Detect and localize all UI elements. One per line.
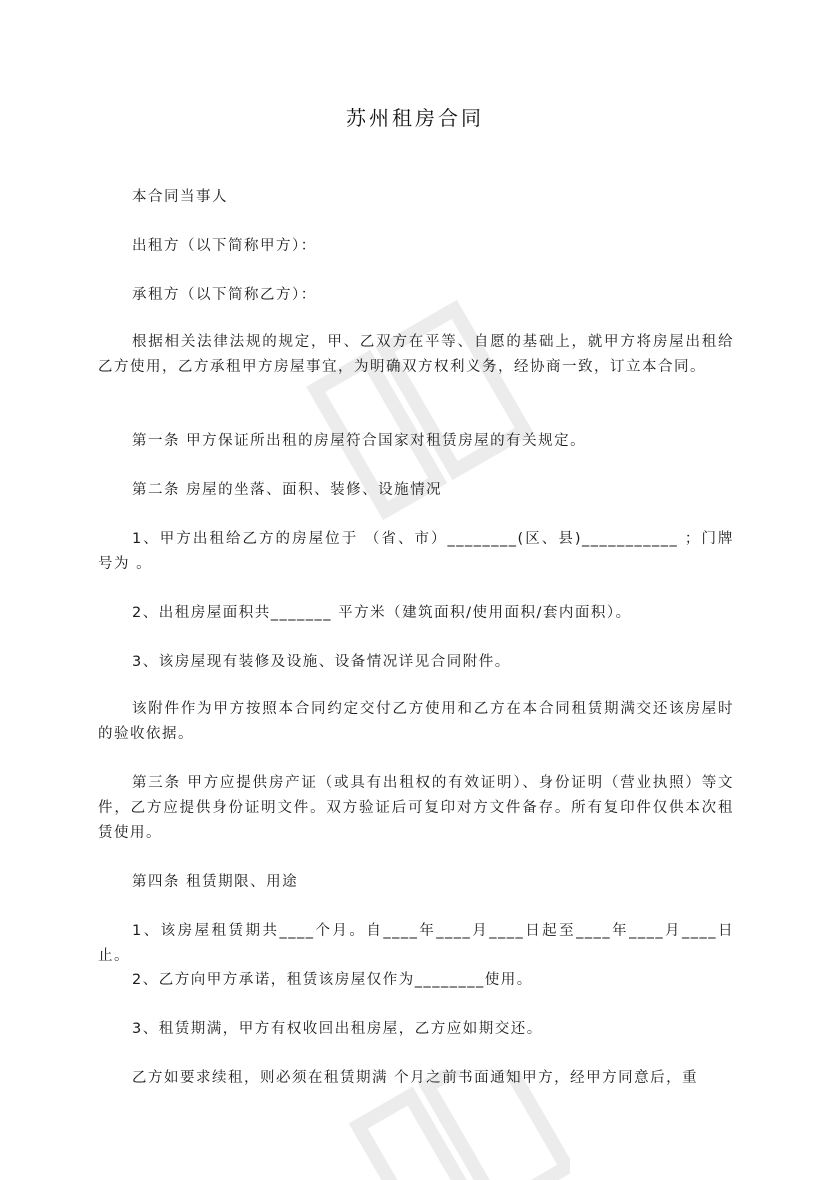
paragraph-renewal: 乙方如要求续租，则必须在租赁期满 个月之前书面通知甲方，经甲方同意后，重 [132, 1070, 699, 1086]
paragraph-article-4: 第四条 租赁期限、用途 [132, 874, 299, 890]
paragraph-parties: 本合同当事人 [132, 189, 228, 205]
document-title: 苏州租房合同 [346, 106, 484, 130]
paragraph-lessee: 承租方（以下简称乙方）： [132, 287, 317, 303]
paragraph-article-2-item-3: 3、该房屋现有装修及设施、设备情况详见合同附件。 [132, 654, 511, 670]
paragraph-article-1: 第一条 甲方保证所出租的房屋符合国家对租赁房屋的有关规定。 [132, 433, 587, 449]
paragraph-article-4-item-3: 3、租赁期满，甲方有权收回出租房屋，乙方应如期交还。 [132, 1021, 543, 1037]
paragraph-article-4-item-1: 1、该房屋租赁期共____个月。自____年____月____日起至____年____月____日止。 [98, 923, 734, 964]
paragraph-preamble: 根据相关法律法规的规定，甲、乙双方在平等、自愿的基础上，就甲方将房屋出租给乙方使用，乙方承租甲方房屋事宜，为明确双方权利义务，经协商一致，订立本合同。 [98, 334, 734, 375]
paragraph-annex-note: 该附件作为甲方按照本合同约定交付乙方使用和乙方在本合同租赁期满交还该房屋时的验收依据。 [98, 701, 734, 742]
paragraph-article-2-item-2: 2、出租房屋面积共_______ 平方米（建筑面积/使用面积/套内面积）。 [132, 605, 632, 621]
paragraph-article-2-item-1: 1、甲方出租给乙方的房屋位于 （省、市）________(区、县)___________ ；门牌号为 。 [98, 531, 734, 572]
paragraph-article-3: 第三条 甲方应提供房产证（或具有出租权的有效证明）、身份证明（营业执照）等文件，乙方应提供身份证明文件。双方验证后可复印对方文件备存。所有复印件仅供本次租赁使用。 [98, 775, 734, 841]
paragraph-article-2: 第二条 房屋的坐落、面积、装修、设施情况 [132, 482, 443, 498]
paragraph-article-4-item-2: 2、乙方向甲方承诺，租赁该房屋仅作为________使用。 [132, 972, 533, 988]
paragraph-lessor: 出租方（以下简称甲方）： [132, 238, 317, 254]
